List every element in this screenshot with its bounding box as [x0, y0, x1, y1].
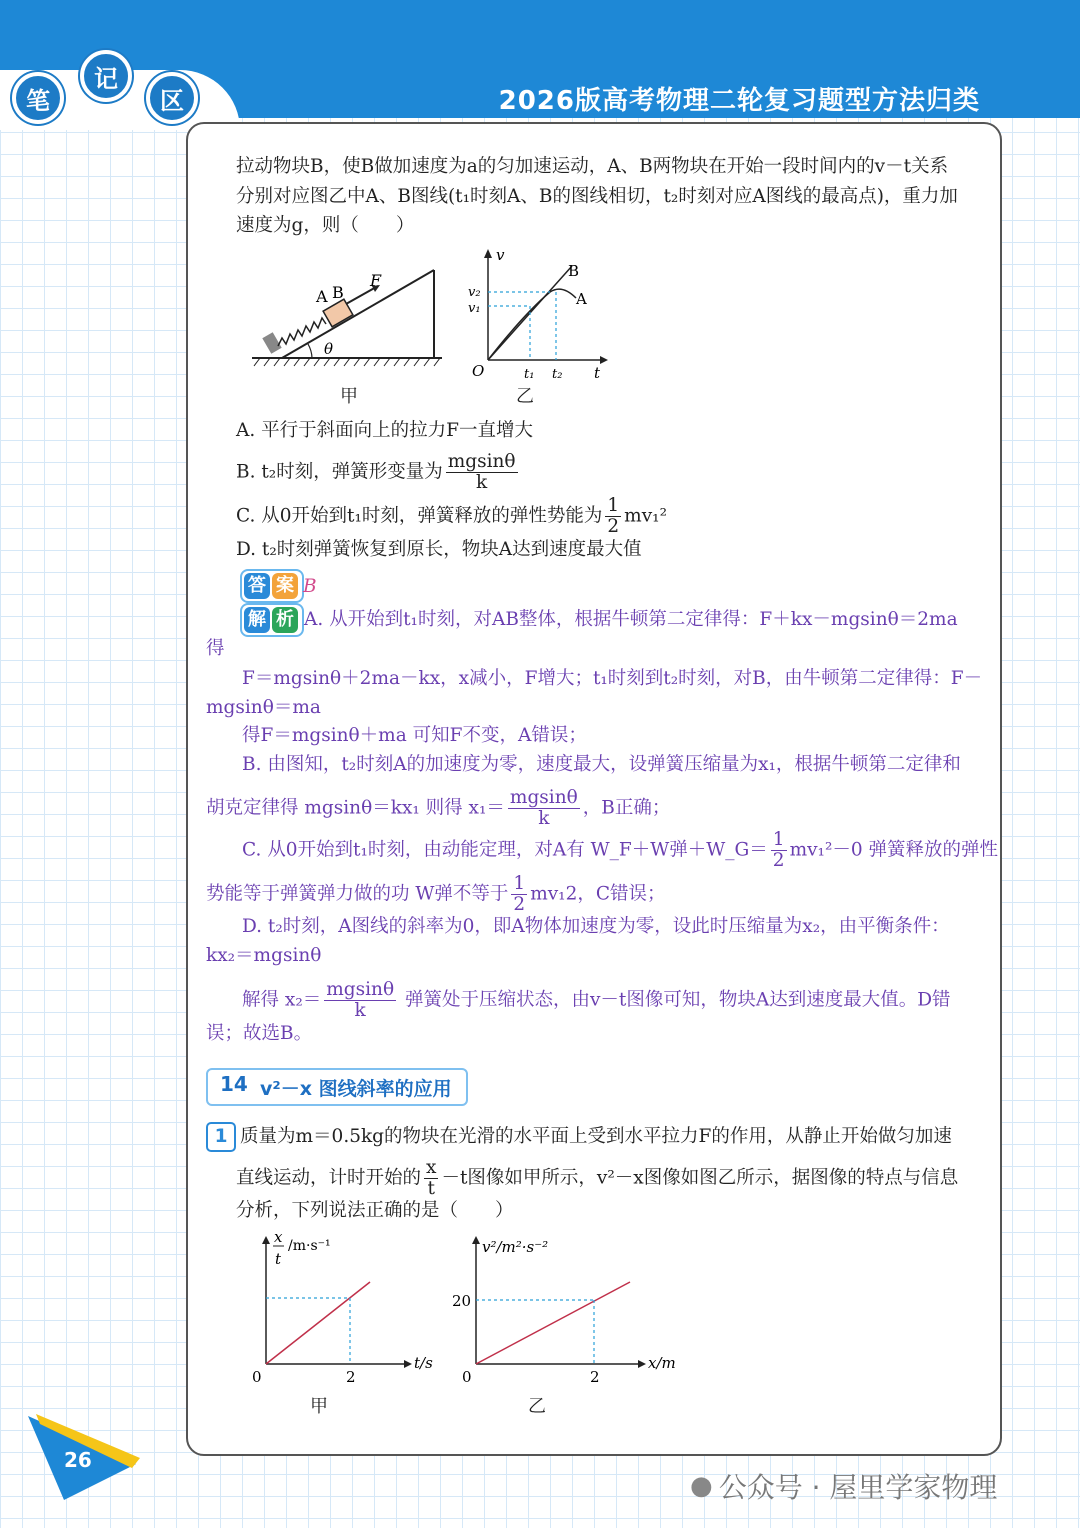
explain-line-8-text: 势能等于弹簧弹力做的功 W弹不等于: [206, 883, 509, 905]
option-b-num: mgsinθ: [447, 451, 516, 472]
fig-jia-caption: 甲: [340, 386, 358, 407]
seal-char-2: 记: [80, 50, 132, 102]
explain-line-6: [206, 788, 670, 829]
book-title: 2026版高考物理二轮复习题型方法归类: [498, 86, 980, 116]
explain-line-6-text: 胡克定律得 mgsinθ＝kx₁ 则得 x₁＝: [206, 797, 505, 819]
graph2-origin: 0: [462, 1368, 472, 1386]
graph1-y-num: x: [274, 1228, 283, 1246]
graph2-y-label: v²/m²·s⁻²: [482, 1238, 549, 1256]
explain-line-7: [242, 830, 998, 871]
option-b: [236, 452, 521, 493]
graph2-x-label: x/m: [648, 1354, 676, 1372]
question-number: 1: [206, 1122, 236, 1152]
graph2-x-tick: 2: [590, 1368, 600, 1386]
explain-line-8-den: 2: [513, 894, 526, 915]
option-a: A. 平行于斜面向上的拉力F一直增大: [236, 420, 533, 441]
tick-t2: t₂: [552, 367, 563, 382]
option-c-num: 1: [607, 495, 620, 516]
explain-line-9: D. t₂时刻，A图线的斜率为0，即A物体加速度为零，设此时压缩量为x₂，由平衡条件：: [242, 916, 950, 937]
problem2-line-1-text: 质量为m＝0.5kg的物块在光滑的水平面上受到水平拉力F的作用，从静止开始做匀加速: [240, 1126, 952, 1147]
explain-line-2: F＝mgsinθ＋2ma－kx，x减小，F增大；t₁时刻到t₂时刻，对B，由牛顿第二定律得：F－: [242, 668, 983, 689]
graph2-caption: 乙: [528, 1396, 546, 1417]
problem2-line-2-text: 直线运动，计时开始的: [236, 1167, 422, 1189]
tick-v1: v₁: [468, 301, 481, 316]
explain-line-7-tail: mv₁²－0 弹簧释放的弹性: [789, 839, 999, 861]
answer-value: B: [303, 576, 317, 597]
option-b-text: B. t₂时刻，弹簧形变量为: [236, 461, 443, 483]
explain-line-6-den: k: [538, 808, 550, 829]
option-d: D. t₂时刻弹簧恢复到原长，物块A达到速度最大值: [236, 539, 642, 560]
graph1-x-tick: 2: [346, 1368, 356, 1386]
explain-line-7-num: 1: [772, 829, 785, 850]
fig-yi-caption: 乙: [516, 386, 534, 407]
section-number: 14: [220, 1072, 248, 1096]
answer-badge-1: 答: [244, 573, 270, 599]
label-B: B: [332, 283, 344, 302]
watermark: [690, 1466, 997, 1506]
curve-A-label: A: [576, 290, 587, 308]
label-A: A: [316, 287, 328, 306]
explain-line-10: kx₂＝mgsinθ: [206, 945, 322, 966]
graph1-x-label: t/s: [414, 1354, 433, 1372]
graph1-caption: 甲: [310, 1396, 328, 1417]
label-theta: θ: [324, 340, 334, 358]
seal-char-1: 笔: [12, 72, 64, 124]
incline-diagram: [246, 262, 452, 374]
explain-line-1b: 得: [206, 638, 225, 659]
explain-line-5: B. 由图知，t₂时刻A的加速度为零，速度最大，设弹簧压缩量为x₁，根据牛顿第二定律和: [242, 754, 961, 775]
explain-line-4: 得F＝mgsinθ＋ma 可知F不变，A错误；: [242, 725, 587, 746]
problem2-frac-num: x: [426, 1157, 437, 1178]
explain-line-1: A. 从开始到t₁时刻，对AB整体，根据牛顿第二定律得：F＋kx－mgsinθ＝2ma: [304, 609, 958, 630]
vt-graph: [464, 244, 614, 382]
tick-t1: t₁: [524, 367, 535, 382]
origin-O: O: [472, 362, 485, 380]
explain-badge-1: 解: [244, 607, 270, 633]
option-c: [236, 496, 667, 537]
answer-badge-2: 案: [272, 573, 298, 599]
xt-graph: [246, 1226, 442, 1386]
stem-line-2: 分别对应图乙中A、B图线(t₁时刻A、B的图线相切，t₂时刻对应A图线的最高点)，重力加: [236, 186, 958, 207]
graph1-origin: 0: [252, 1368, 262, 1386]
graph2-y-tick: 20: [452, 1292, 472, 1310]
explain-line-6-num: mgsinθ: [509, 787, 578, 808]
watermark-text: 公众号 · 屋里学家物理: [718, 1471, 998, 1504]
explain-badge-2: 析: [272, 607, 298, 633]
seal-char-3: 区: [146, 72, 198, 124]
page-number: 26: [64, 1448, 92, 1472]
problem2-line-1: [206, 1122, 952, 1152]
explain-line-8: [206, 874, 666, 915]
explain-line-7-text: C. 从0开始到t₁时刻，由动能定理，对A有 W_F＋W弹＋W_G＝: [242, 839, 768, 861]
graph1-y-den: t: [275, 1250, 282, 1268]
explain-line-3: mgsinθ＝ma: [206, 697, 321, 718]
problem2-frac-den: t: [427, 1178, 435, 1199]
option-c-text: C. 从0开始到t₁时刻，弹簧释放的弹性势能为: [236, 505, 603, 527]
explain-line-12: 误；故选B。: [206, 1023, 313, 1044]
explain-line-11-tail: 弹簧处于压缩状态，由v－t图像可知，物块A达到速度最大值。D错: [399, 989, 951, 1011]
explain-line-7-den: 2: [772, 850, 785, 871]
tick-v2: v₂: [468, 285, 481, 300]
explain-line-8-tail: mv₁2，C错误；: [530, 883, 666, 905]
stem-line-1: 拉动物块B，使B做加速度为a的匀加速运动，A、B两物块在开始一段时间内的v－t关系: [236, 156, 949, 177]
wechat-icon: ●: [690, 1471, 713, 1501]
graph1-y-unit: /m·s⁻¹: [288, 1238, 331, 1254]
axis-v: v: [496, 246, 505, 264]
option-c-tail: mv₁²: [624, 505, 667, 527]
stem-line-3: 速度为g，则（ ）: [236, 215, 415, 236]
explain-line-11-text: 解得 x₂＝: [242, 989, 322, 1011]
problem2-line-3: 分析，下列说法正确的是（ ）: [236, 1200, 514, 1221]
section-title: v²－x 图线斜率的应用: [260, 1077, 452, 1100]
explain-line-8-num: 1: [513, 873, 526, 894]
axis-t: t: [594, 364, 601, 382]
label-F: F: [370, 271, 382, 290]
explain-line-11-den: k: [354, 1000, 366, 1021]
problem2-line-2-tail: －t图像如甲所示，v²－x图像如图乙所示，据图像的特点与信息: [441, 1167, 959, 1189]
problem2-line-2: [236, 1158, 958, 1199]
answer-badge: [240, 569, 304, 603]
option-b-den: k: [476, 472, 488, 493]
v2x-graph: [448, 1226, 688, 1386]
explain-line-11-num: mgsinθ: [326, 979, 395, 1000]
option-c-den: 2: [607, 516, 620, 537]
explain-line-6-tail: ，B正确；: [582, 797, 671, 819]
explain-badge: [240, 603, 304, 637]
explain-line-11: [242, 980, 951, 1021]
curve-B-label: B: [568, 262, 580, 280]
section-heading: [206, 1068, 468, 1106]
